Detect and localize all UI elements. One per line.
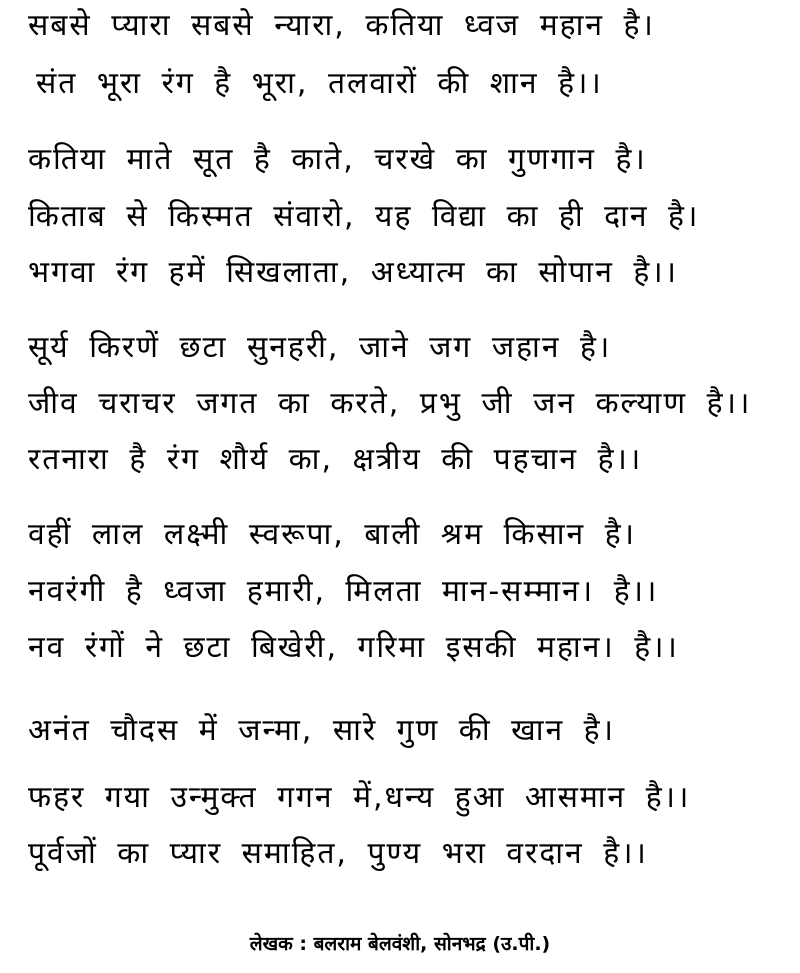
poem-line-14: पूर्वजों का प्यार समाहित, पुण्य भरा वरदान है।। [28, 836, 648, 871]
poem-line-1: सबसे प्यारा सबसे न्यारा, कतिया ध्वज महान है। [28, 8, 655, 43]
poem-line-9: वहीं लाल लक्ष्मी स्वरूपा, बाली श्रम किसान है। [28, 517, 636, 552]
poem-line-7: जीव चराचर जगत का करते, प्रभु जी जन कल्याण है।। [28, 386, 752, 421]
poem-line-13: फहर गया उन्मुक्त गगन में,धन्य हुआ आसमान है।। [28, 780, 691, 815]
poem-line-11: नव रंगों ने छटा बिखेरी, गरिमा इसकी महान। है।। [28, 630, 679, 665]
poem-line-10: नवरंगी है ध्वजा हमारी, मिलता मान-सम्मान। है।। [28, 574, 659, 609]
poem-line-3: कतिया माते सूत है काते, चरखे का गुणगान है। [28, 142, 647, 177]
poem-line-8: रतनारा है रंग शौर्य का, क्षत्रीय की पहचान है।। [28, 442, 643, 477]
poem-line-2: संत भूरा रंग है भूरा, तलवारों की शान है।। [36, 66, 603, 101]
poem-line-12: अनंत चौदस में जन्मा, सारे गुण की खान है। [28, 713, 615, 748]
poem-line-6: सूर्य किरणें छटा सुनहरी, जाने जग जहान है। [28, 330, 612, 365]
author-credit: लेखक : बलराम बेलवंशी, सोनभद्र (उ.पी.) [249, 933, 551, 955]
poem-line-4: किताब से किस्मत संवारो, यह विद्या का ही दान है। [28, 199, 700, 234]
poem-line-5: भगवा रंग हमें सिखलाता, अध्यात्म का सोपान है।। [28, 255, 679, 290]
